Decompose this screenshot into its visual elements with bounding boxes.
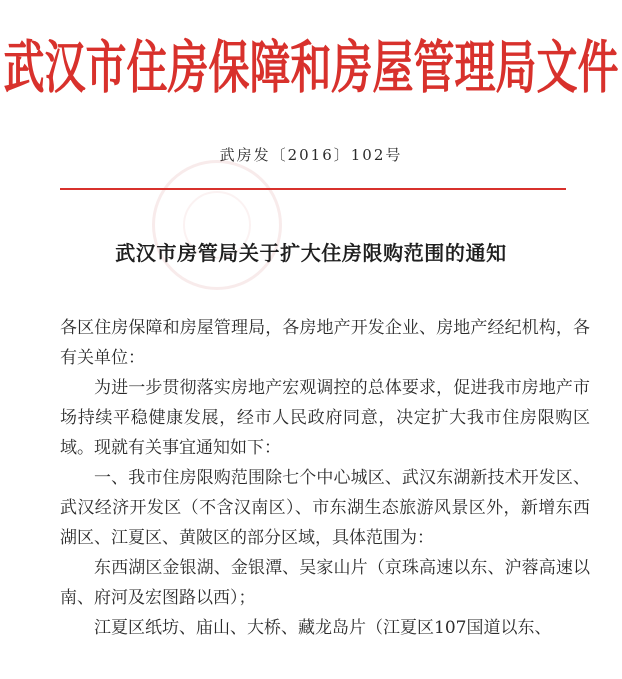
jiangxia-paragraph: 江夏区纸坊、庙山、大桥、藏龙岛片（江夏区107国道以东、 <box>94 618 552 638</box>
clause-one-paragraph: 一、我市住房限购范围除七个中心城区、武汉东湖新技术开发区、武汉经济开发区（不含汉南区）、市东湖生态旅游风景区外，新增东西湖区、江夏区、黄陂区的部分区域，具体范围为： <box>60 468 590 548</box>
dongxihu-paragraph: 东西湖区金银湖、金银潭、吴家山片（京珠高速以东、沪蓉高速以南、府河及宏图路以西）； <box>60 558 590 608</box>
salutation-paragraph: 各区住房保障和房屋管理局，各房地产开发企业、房地产经纪机构，各有关单位： <box>60 318 590 368</box>
document-body <box>60 313 590 643</box>
issuer-header: 武汉市住房保障和房屋管理局文件 <box>3 34 619 101</box>
intro-paragraph: 为进一步贯彻落实房地产宏观调控的总体要求，促进我市房地产市场持续平稳健康发展，经市人民政府同意，决定扩大我市住房限购区域。现就有关事宜通知如下： <box>60 378 590 458</box>
red-divider-line <box>60 188 566 190</box>
official-seal <box>152 160 282 290</box>
notice-title: 武汉市房管局关于扩大住房限购范围的通知 <box>115 241 507 265</box>
document-number: 武房发〔2016〕102号 <box>219 146 403 164</box>
